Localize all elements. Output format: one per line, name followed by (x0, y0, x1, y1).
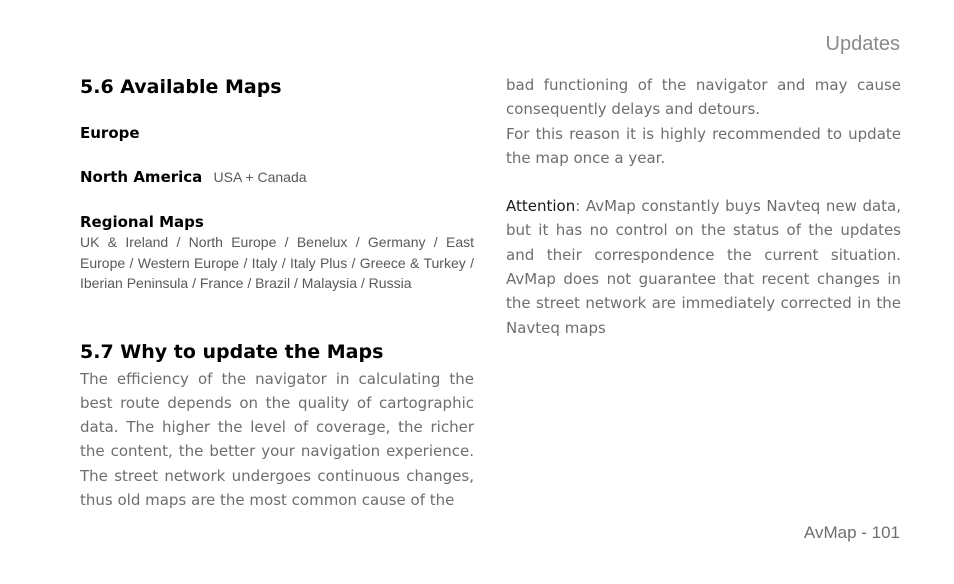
heading-available-maps: 5.6 Available Maps (80, 76, 282, 98)
why-update-paragraph: The efficiency of the navigator in calculating the best route depends on the quality of cartographic data. The higher the level of coverage, the richer the content, the better your navigation experience. The street network undergoes continuous changes, thus old maps are the most common cause of the (80, 369, 474, 509)
right-paragraph-2: For this reason it is highly recommended to update the map once a year. (506, 124, 901, 167)
europe-label: Europe (80, 124, 140, 142)
right-paragraph-1: bad functioning of the navigator and may cause consequently delays and detours. (506, 76, 901, 119)
left-column (80, 72, 474, 512)
section-header: Updates (825, 33, 900, 55)
heading-why-update: 5.7 Why to update the Maps (80, 340, 384, 363)
north-america-detail: USA + Canada (213, 169, 307, 185)
attention-paragraph (506, 194, 901, 340)
right-column (506, 73, 901, 340)
north-america-label: North America (80, 168, 203, 186)
north-america-row (80, 167, 474, 187)
attention-label: Attention (506, 197, 576, 216)
regional-maps-list: UK & Ireland / North Europe / Benelux / Germany / East Europe / Western Europe / Italy / Italy Plus / Greece & Turkey / Iberian Peninsula / France / Brazil / Malaysia / Russia (80, 234, 474, 291)
page-number: AvMap - 101 (803, 523, 900, 542)
attention-text: : AvMap constantly buys Navteq new data, but it has no control on the status of the updates and their correspondence the current situation. AvMap does not guarantee that recent changes in the street network are immediately corrected in the Navteq maps (506, 197, 901, 337)
regional-maps-title: Regional Maps (80, 213, 204, 231)
